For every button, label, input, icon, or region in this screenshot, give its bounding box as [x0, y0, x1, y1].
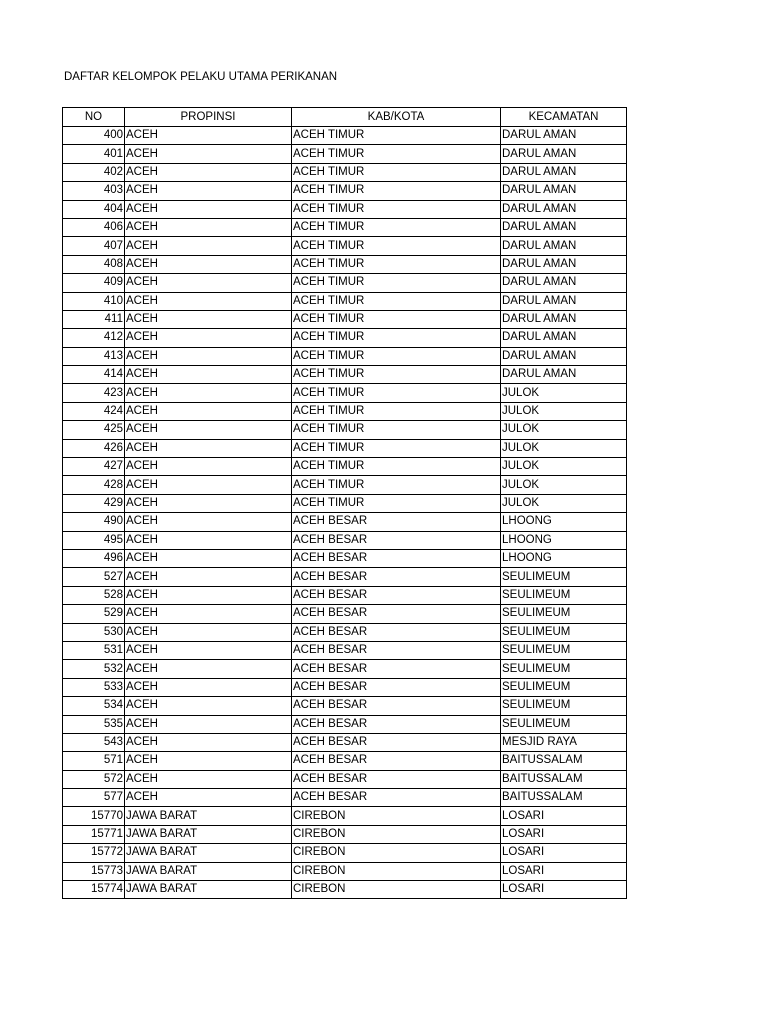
cell-kab-kota: CIREBON	[292, 881, 501, 899]
cell-kab-kota: CIREBON	[292, 844, 501, 862]
cell-no: 490	[63, 513, 125, 531]
cell-kecamatan: DARUL AMAN	[501, 200, 627, 218]
cell-propinsi: ACEH	[125, 366, 292, 384]
table-body	[63, 127, 627, 899]
cell-kab-kota: ACEH TIMUR	[292, 439, 501, 457]
cell-kecamatan: DARUL AMAN	[501, 127, 627, 145]
cell-kecamatan: LOSARI	[501, 844, 627, 862]
cell-propinsi: ACEH	[125, 292, 292, 310]
cell-kab-kota: ACEH TIMUR	[292, 237, 501, 255]
cell-propinsi: ACEH	[125, 458, 292, 476]
cell-kab-kota: ACEH TIMUR	[292, 494, 501, 512]
table-row	[63, 200, 627, 218]
cell-kecamatan: JULOK	[501, 384, 627, 402]
cell-no: 427	[63, 458, 125, 476]
cell-kab-kota: ACEH TIMUR	[292, 182, 501, 200]
cell-propinsi: ACEH	[125, 752, 292, 770]
cell-no: 411	[63, 310, 125, 328]
cell-no: 429	[63, 494, 125, 512]
cell-no: 425	[63, 421, 125, 439]
cell-kab-kota: ACEH TIMUR	[292, 421, 501, 439]
cell-kab-kota: ACEH TIMUR	[292, 292, 501, 310]
cell-kab-kota: ACEH TIMUR	[292, 347, 501, 365]
cell-propinsi: ACEH	[125, 255, 292, 273]
cell-no: 428	[63, 476, 125, 494]
cell-kecamatan: DARUL AMAN	[501, 366, 627, 384]
cell-kab-kota: ACEH BESAR	[292, 531, 501, 549]
cell-no: 496	[63, 549, 125, 567]
cell-propinsi: ACEH	[125, 218, 292, 236]
cell-no: 543	[63, 733, 125, 751]
table-row	[63, 862, 627, 880]
cell-no: 535	[63, 715, 125, 733]
cell-no: 532	[63, 660, 125, 678]
cell-kecamatan: DARUL AMAN	[501, 347, 627, 365]
cell-no: 400	[63, 127, 125, 145]
table-row	[63, 163, 627, 181]
cell-no: 15770	[63, 807, 125, 825]
cell-propinsi: JAWA BARAT	[125, 825, 292, 843]
document-title: DAFTAR KELOMPOK PELAKU UTAMA PERIKANAN	[64, 71, 338, 83]
cell-propinsi: JAWA BARAT	[125, 881, 292, 899]
cell-no: 403	[63, 182, 125, 200]
cell-propinsi: ACEH	[125, 660, 292, 678]
table-row	[63, 678, 627, 696]
table-row	[63, 274, 627, 292]
cell-kecamatan: JULOK	[501, 494, 627, 512]
cell-no: 413	[63, 347, 125, 365]
column-header-no: NO	[63, 108, 125, 127]
cell-kab-kota: CIREBON	[292, 825, 501, 843]
table-row	[63, 476, 627, 494]
cell-kecamatan: BAITUSSALAM	[501, 752, 627, 770]
cell-kab-kota: ACEH BESAR	[292, 549, 501, 567]
cell-propinsi: ACEH	[125, 145, 292, 163]
column-header-kecamatan: KECAMATAN	[501, 108, 627, 127]
table-row	[63, 329, 627, 347]
cell-kecamatan: LOSARI	[501, 862, 627, 880]
cell-kab-kota: ACEH TIMUR	[292, 274, 501, 292]
table-row	[63, 697, 627, 715]
cell-propinsi: ACEH	[125, 384, 292, 402]
cell-no: 15771	[63, 825, 125, 843]
cell-kab-kota: ACEH TIMUR	[292, 458, 501, 476]
cell-kecamatan: JULOK	[501, 439, 627, 457]
cell-no: 424	[63, 402, 125, 420]
cell-kecamatan: SEULIMEUM	[501, 678, 627, 696]
cell-no: 15774	[63, 881, 125, 899]
cell-kab-kota: ACEH BESAR	[292, 789, 501, 807]
cell-no: 414	[63, 366, 125, 384]
cell-kab-kota: ACEH TIMUR	[292, 329, 501, 347]
cell-no: 423	[63, 384, 125, 402]
cell-kecamatan: DARUL AMAN	[501, 329, 627, 347]
cell-propinsi: ACEH	[125, 200, 292, 218]
cell-kab-kota: ACEH BESAR	[292, 605, 501, 623]
cell-kab-kota: ACEH TIMUR	[292, 384, 501, 402]
cell-kecamatan: SEULIMEUM	[501, 660, 627, 678]
cell-kab-kota: ACEH TIMUR	[292, 163, 501, 181]
cell-kecamatan: JULOK	[501, 458, 627, 476]
cell-propinsi: ACEH	[125, 623, 292, 641]
cell-propinsi: JAWA BARAT	[125, 862, 292, 880]
cell-propinsi: ACEH	[125, 531, 292, 549]
cell-kab-kota: ACEH TIMUR	[292, 200, 501, 218]
table-row	[63, 660, 627, 678]
cell-propinsi: ACEH	[125, 605, 292, 623]
cell-kab-kota: ACEH TIMUR	[292, 476, 501, 494]
cell-propinsi: JAWA BARAT	[125, 844, 292, 862]
table-row	[63, 458, 627, 476]
table-row	[63, 127, 627, 145]
cell-kecamatan: BAITUSSALAM	[501, 770, 627, 788]
table-row	[63, 218, 627, 236]
table-row	[63, 752, 627, 770]
cell-propinsi: ACEH	[125, 329, 292, 347]
cell-kab-kota: ACEH TIMUR	[292, 127, 501, 145]
cell-no: 406	[63, 218, 125, 236]
cell-propinsi: ACEH	[125, 127, 292, 145]
cell-kab-kota: ACEH BESAR	[292, 678, 501, 696]
cell-kecamatan: DARUL AMAN	[501, 145, 627, 163]
table-row	[63, 292, 627, 310]
cell-kecamatan: JULOK	[501, 476, 627, 494]
cell-kab-kota: ACEH TIMUR	[292, 218, 501, 236]
cell-no: 407	[63, 237, 125, 255]
cell-kecamatan: DARUL AMAN	[501, 182, 627, 200]
header-row	[63, 108, 627, 127]
cell-no: 404	[63, 200, 125, 218]
cell-kab-kota: ACEH BESAR	[292, 513, 501, 531]
cell-no: 531	[63, 641, 125, 659]
table-row	[63, 182, 627, 200]
cell-kab-kota: ACEH BESAR	[292, 770, 501, 788]
cell-kab-kota: ACEH BESAR	[292, 641, 501, 659]
table-row	[63, 733, 627, 751]
cell-kab-kota: ACEH BESAR	[292, 623, 501, 641]
cell-kab-kota: CIREBON	[292, 807, 501, 825]
table-row	[63, 402, 627, 420]
table-row	[63, 825, 627, 843]
cell-no: 533	[63, 678, 125, 696]
cell-kecamatan: LOSARI	[501, 825, 627, 843]
table-row	[63, 844, 627, 862]
cell-propinsi: ACEH	[125, 549, 292, 567]
cell-kecamatan: SEULIMEUM	[501, 623, 627, 641]
cell-kecamatan: DARUL AMAN	[501, 255, 627, 273]
table-row	[63, 366, 627, 384]
table-row	[63, 715, 627, 733]
cell-kab-kota: ACEH TIMUR	[292, 255, 501, 273]
cell-kecamatan: DARUL AMAN	[501, 237, 627, 255]
table-row	[63, 568, 627, 586]
cell-no: 15773	[63, 862, 125, 880]
table-row	[63, 347, 627, 365]
cell-no: 412	[63, 329, 125, 347]
cell-no: 534	[63, 697, 125, 715]
cell-propinsi: ACEH	[125, 163, 292, 181]
table-row	[63, 881, 627, 899]
table-row	[63, 586, 627, 604]
cell-no: 402	[63, 163, 125, 181]
cell-propinsi: ACEH	[125, 347, 292, 365]
cell-no: 571	[63, 752, 125, 770]
table-row	[63, 789, 627, 807]
cell-kab-kota: ACEH BESAR	[292, 697, 501, 715]
table-row	[63, 384, 627, 402]
cell-kecamatan: BAITUSSALAM	[501, 789, 627, 807]
cell-kab-kota: ACEH BESAR	[292, 586, 501, 604]
cell-propinsi: ACEH	[125, 568, 292, 586]
table-row	[63, 494, 627, 512]
cell-kab-kota: ACEH TIMUR	[292, 145, 501, 163]
cell-kab-kota: ACEH TIMUR	[292, 402, 501, 420]
cell-kecamatan: LHOONG	[501, 513, 627, 531]
table-row	[63, 310, 627, 328]
cell-kab-kota: ACEH TIMUR	[292, 366, 501, 384]
cell-propinsi: ACEH	[125, 494, 292, 512]
table-row	[63, 145, 627, 163]
cell-no: 426	[63, 439, 125, 457]
table-row	[63, 237, 627, 255]
table-row	[63, 513, 627, 531]
table-row	[63, 770, 627, 788]
cell-propinsi: ACEH	[125, 586, 292, 604]
cell-no: 530	[63, 623, 125, 641]
cell-no: 15772	[63, 844, 125, 862]
column-header-propinsi: PROPINSI	[125, 108, 292, 127]
cell-no: 572	[63, 770, 125, 788]
column-header-kab-kota: KAB/KOTA	[292, 108, 501, 127]
cell-propinsi: ACEH	[125, 678, 292, 696]
cell-kecamatan: SEULIMEUM	[501, 605, 627, 623]
cell-propinsi: ACEH	[125, 310, 292, 328]
cell-no: 409	[63, 274, 125, 292]
cell-kab-kota: ACEH BESAR	[292, 568, 501, 586]
cell-kecamatan: SEULIMEUM	[501, 586, 627, 604]
cell-no: 528	[63, 586, 125, 604]
data-table	[62, 107, 627, 899]
cell-kecamatan: DARUL AMAN	[501, 310, 627, 328]
cell-kecamatan: SEULIMEUM	[501, 715, 627, 733]
cell-no: 577	[63, 789, 125, 807]
table-row	[63, 421, 627, 439]
cell-propinsi: ACEH	[125, 237, 292, 255]
cell-kecamatan: LOSARI	[501, 881, 627, 899]
cell-propinsi: ACEH	[125, 421, 292, 439]
cell-kecamatan: SEULIMEUM	[501, 568, 627, 586]
cell-propinsi: ACEH	[125, 513, 292, 531]
cell-kecamatan: LHOONG	[501, 531, 627, 549]
cell-propinsi: JAWA BARAT	[125, 807, 292, 825]
cell-propinsi: ACEH	[125, 182, 292, 200]
cell-kecamatan: DARUL AMAN	[501, 218, 627, 236]
cell-kecamatan: MESJID RAYA	[501, 733, 627, 751]
cell-kecamatan: LOSARI	[501, 807, 627, 825]
cell-kecamatan: DARUL AMAN	[501, 274, 627, 292]
cell-kab-kota: ACEH BESAR	[292, 752, 501, 770]
cell-no: 401	[63, 145, 125, 163]
cell-no: 527	[63, 568, 125, 586]
cell-no: 495	[63, 531, 125, 549]
cell-kab-kota: ACEH BESAR	[292, 733, 501, 751]
table-row	[63, 439, 627, 457]
cell-propinsi: ACEH	[125, 733, 292, 751]
cell-kab-kota: ACEH BESAR	[292, 660, 501, 678]
cell-no: 408	[63, 255, 125, 273]
table-row	[63, 623, 627, 641]
cell-kecamatan: LHOONG	[501, 549, 627, 567]
cell-propinsi: ACEH	[125, 789, 292, 807]
table-row	[63, 255, 627, 273]
cell-propinsi: ACEH	[125, 641, 292, 659]
table-row	[63, 605, 627, 623]
cell-kecamatan: SEULIMEUM	[501, 697, 627, 715]
cell-propinsi: ACEH	[125, 274, 292, 292]
cell-propinsi: ACEH	[125, 715, 292, 733]
table-row	[63, 807, 627, 825]
cell-kecamatan: SEULIMEUM	[501, 641, 627, 659]
cell-kecamatan: DARUL AMAN	[501, 292, 627, 310]
cell-propinsi: ACEH	[125, 476, 292, 494]
table-row	[63, 549, 627, 567]
cell-kab-kota: CIREBON	[292, 862, 501, 880]
cell-propinsi: ACEH	[125, 402, 292, 420]
cell-kab-kota: ACEH BESAR	[292, 715, 501, 733]
cell-no: 529	[63, 605, 125, 623]
cell-kecamatan: DARUL AMAN	[501, 163, 627, 181]
cell-kecamatan: JULOK	[501, 421, 627, 439]
table-row	[63, 641, 627, 659]
table-header	[63, 108, 627, 127]
cell-propinsi: ACEH	[125, 439, 292, 457]
cell-propinsi: ACEH	[125, 770, 292, 788]
cell-propinsi: ACEH	[125, 697, 292, 715]
cell-no: 410	[63, 292, 125, 310]
cell-kecamatan: JULOK	[501, 402, 627, 420]
cell-kab-kota: ACEH TIMUR	[292, 310, 501, 328]
table-row	[63, 531, 627, 549]
